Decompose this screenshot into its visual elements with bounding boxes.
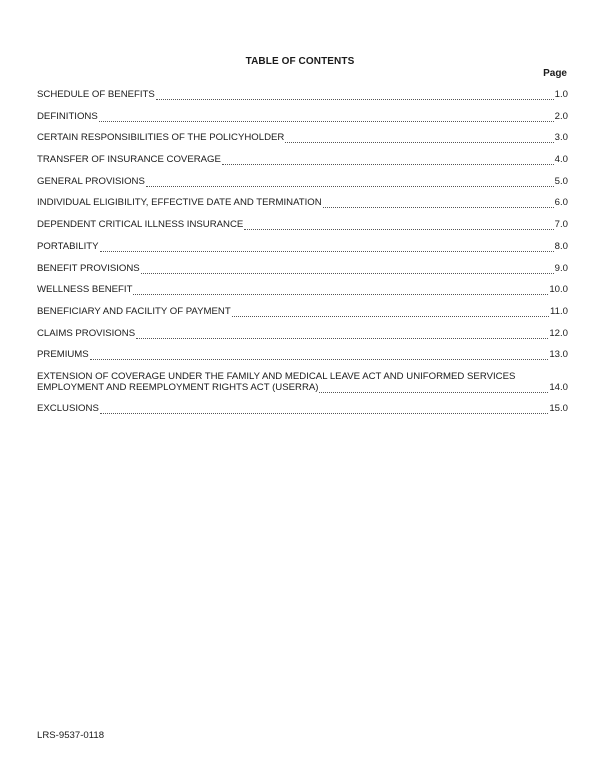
- form-code-footer: LRS-9537-0118: [37, 730, 105, 741]
- toc-entry-page: 5.0: [554, 175, 568, 187]
- toc-entry-label: EXCLUSIONS: [37, 402, 99, 414]
- toc-entry-label: INDIVIDUAL ELIGIBILITY, EFFECTIVE DATE AND TERMINATION: [37, 197, 322, 209]
- dot-leader: [319, 384, 548, 393]
- toc-entry-definitions[interactable]: [37, 111, 568, 122]
- toc-entry-page: 7.0: [554, 219, 568, 231]
- toc-entry-page: 14.0: [549, 381, 568, 393]
- toc-entry-page: 2.0: [554, 110, 568, 122]
- toc-entry-page: 12.0: [549, 327, 568, 339]
- toc-entry-label-line2: EMPLOYMENT AND REEMPLOYMENT RIGHTS ACT (USERRA): [37, 381, 319, 393]
- dot-leader: [232, 308, 549, 317]
- toc-entry-label: CLAIMS PROVISIONS: [37, 327, 136, 339]
- dot-leader: [156, 91, 554, 100]
- dot-leader: [99, 113, 554, 122]
- toc-entry-extension-of-coverage[interactable]: [37, 371, 568, 393]
- toc-entry-premiums[interactable]: [37, 349, 568, 360]
- toc-entry-dependent-critical-illness[interactable]: [37, 219, 568, 230]
- dot-leader: [136, 330, 548, 339]
- toc-entry-page: 15.0: [549, 402, 568, 414]
- toc-entry-page: 9.0: [554, 262, 568, 274]
- toc-entry-policyholder-responsibilities[interactable]: [37, 132, 568, 143]
- toc-entry-exclusions[interactable]: [37, 403, 568, 414]
- toc-entry-wellness-benefit[interactable]: [37, 284, 568, 295]
- toc-entry-label: BENEFICIARY AND FACILITY OF PAYMENT: [37, 305, 231, 317]
- toc-entry-line2: [37, 382, 568, 393]
- toc-entry-label: PORTABILITY: [37, 240, 99, 252]
- toc-entry-transfer-of-coverage[interactable]: [37, 154, 568, 165]
- dot-leader: [244, 221, 553, 230]
- toc-entry-page: 1.0: [554, 89, 568, 100]
- dot-leader: [141, 265, 554, 274]
- dot-leader: [323, 199, 554, 208]
- dot-leader: [285, 134, 553, 143]
- toc-entry-page: 6.0: [554, 197, 568, 209]
- toc-entry-label-line1: EXTENSION OF COVERAGE UNDER THE FAMILY AND MEDICAL LEAVE ACT AND UNIFORMED SERVICES: [37, 370, 516, 382]
- toc-entry-page: 10.0: [549, 284, 568, 296]
- table-of-contents: [37, 89, 568, 425]
- toc-entry-portability[interactable]: [37, 241, 568, 252]
- toc-entry-page: 8.0: [554, 240, 568, 252]
- toc-entry-benefit-provisions[interactable]: [37, 263, 568, 274]
- page-column-header: Page: [543, 68, 567, 79]
- toc-entry-page: 3.0: [554, 132, 568, 144]
- toc-entry-schedule-of-benefits[interactable]: [37, 89, 568, 100]
- toc-entry-label: DEFINITIONS: [37, 110, 98, 122]
- toc-entry-label: TRANSFER OF INSURANCE COVERAGE: [37, 154, 221, 166]
- dot-leader: [90, 351, 549, 360]
- toc-title: TABLE OF CONTENTS: [245, 56, 355, 67]
- dot-leader: [222, 156, 554, 165]
- toc-entry-page: 4.0: [554, 154, 568, 166]
- toc-entry-general-provisions[interactable]: [37, 176, 568, 187]
- toc-entry-individual-eligibility[interactable]: [37, 197, 568, 208]
- toc-entry-page: 13.0: [549, 349, 568, 361]
- toc-entry-beneficiary-facility-of-payment[interactable]: [37, 306, 568, 317]
- toc-entry-claims-provisions[interactable]: [37, 328, 568, 339]
- toc-entry-label: DEPENDENT CRITICAL ILLNESS INSURANCE: [37, 219, 244, 231]
- dot-leader: [100, 405, 548, 414]
- toc-entry-label: BENEFIT PROVISIONS: [37, 262, 140, 274]
- dot-leader: [146, 178, 554, 187]
- toc-entry-label: PREMIUMS: [37, 349, 89, 361]
- dot-leader: [100, 243, 554, 252]
- toc-entry-label: WELLNESS BENEFIT: [37, 284, 133, 296]
- toc-entry-label: CERTAIN RESPONSIBILITIES OF THE POLICYHOLDER: [37, 132, 285, 144]
- toc-entry-page: 11.0: [550, 305, 568, 317]
- toc-entry-label: GENERAL PROVISIONS: [37, 175, 145, 187]
- toc-entry-label: SCHEDULE OF BENEFITS: [37, 89, 155, 100]
- dot-leader: [133, 286, 548, 295]
